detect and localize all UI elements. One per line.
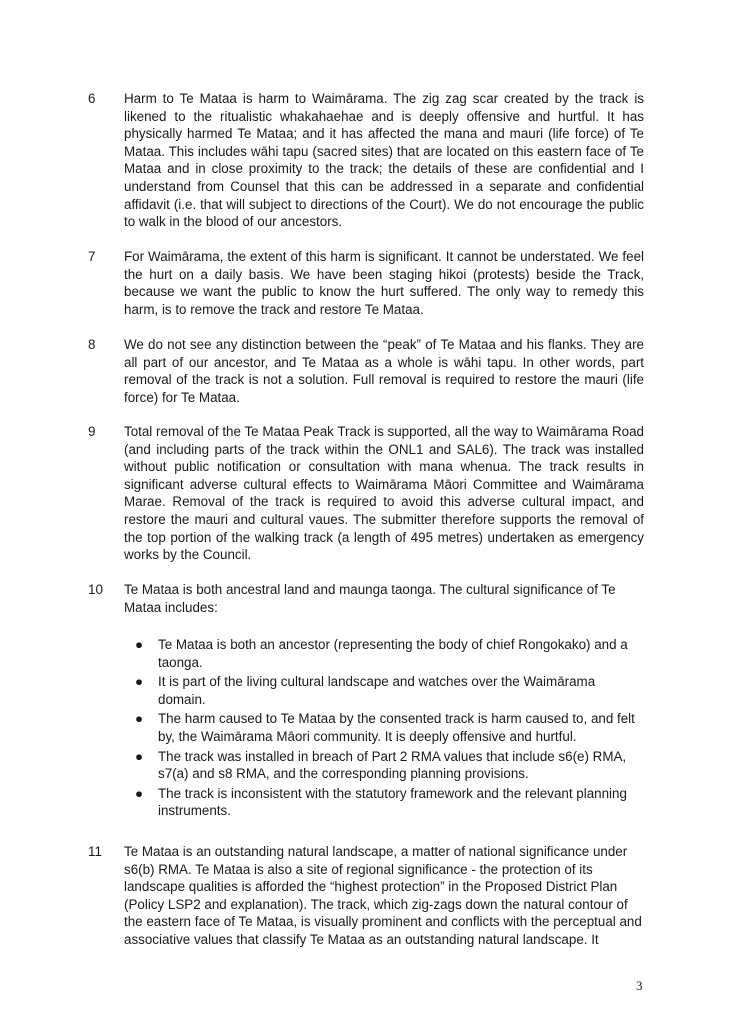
bullet-icon: ● [135, 748, 144, 764]
paragraph-text: Te Mataa is both ancestral land and maunga taonga. The cultural significance of Te Mataa includes: [124, 582, 616, 615]
list-item [124, 673, 644, 708]
paragraph-11 [88, 843, 644, 949]
bullet-icon: ● [135, 637, 144, 652]
paragraph-text: We do not see any distinction between the “peak” of Te Mataa and his flanks. They are all part of our ancestor, and Te Mataa as a whole is wāhi tapu. In other words, part removal of the track is not a solution. Full removal is required to restore the mauri (life force) for Te Mataa. [124, 337, 644, 405]
paragraph-7 [88, 248, 644, 318]
bullet-icon: ● [135, 785, 144, 801]
bullet-icon: ● [135, 711, 144, 727]
paragraph-8 [88, 336, 644, 406]
list-item-text: The harm caused to Te Mataa by the consented track is harm caused to, and felt by, the Waimārama Māori community. It is deeply offensive and hurtful. [158, 711, 635, 744]
list-item [124, 710, 644, 745]
paragraph-number: 10 [88, 582, 103, 597]
paragraph-number: 11 [88, 844, 102, 859]
bullet-icon: ● [135, 674, 144, 690]
paragraph-number: 6 [88, 91, 96, 106]
paragraph-text: Total removal of the Te Mataa Peak Track is supported, all the way to Waimārama Road (and including parts of the track within the ONL1 and SAL6). The track was installed without public notification or consultation with mana whenua. The track results in significant adverse cultural effects to Waimārama Māori Committee and Waimārama Marae. Removal of the track is required to avoid this adverse cultural impact, and restore the mauri and cultural vaues. The submitter therefore supports the removal of the top portion of the walking track (a length of 495 metres) undertaken as emergency works by the Council. [124, 424, 644, 563]
paragraph-number: 8 [88, 337, 96, 352]
paragraph-6 [88, 90, 644, 231]
list-item [124, 636, 644, 671]
paragraph-text: For Waimārama, the extent of this harm is significant. It cannot be understated. We feel the hurt on a daily basis. We have been staging hikoi (protests) beside the Track, because we want the public to know the hurt suffered. The only way to remedy this harm, is to remove the track and restore Te Mataa. [124, 249, 644, 317]
paragraph-10 [88, 581, 644, 616]
list-item-text: Te Mataa is both an ancestor (representing the body of chief Rongokako) and a taonga. [158, 637, 628, 670]
list-item-text: The track was installed in breach of Part 2 RMA values that include s6(e) RMA, s7(a) and s8 RMA, and the corresponding planning provisions. [158, 748, 627, 782]
list-item-text: The track is inconsistent with the statutory framework and the relevant planning instruments. [158, 785, 627, 819]
paragraph-number: 9 [88, 424, 96, 439]
list-item [124, 785, 644, 820]
list-item-text: It is part of the living cultural landscape and watches over the Waimārama domain. [158, 674, 596, 707]
paragraph-9 [88, 423, 644, 564]
page-number: 3 [636, 978, 643, 993]
paragraph-text: Harm to Te Mataa is harm to Waimārama. The zig zag scar created by the track is likened to the ritualistic whakahaehae and is deeply offensive and hurtful. It has physically harmed Te Mataa; and it has affected the mana and mauri (life force) of Te Mataa. This includes wāhi tapu (sacred sites) that are located on this eastern face of Te Mataa and in close proximity to the track; the details of these are confidential and I understand from Counsel that this can be addressed in a separate and confidential affidavit (i.e. that will subject to directions of the Court). We do not encourage the public to walk in the blood of our ancestors. [124, 91, 644, 230]
list-item [124, 748, 644, 783]
paragraph-text: Te Mataa is an outstanding natural landscape, a matter of national significance under s6(b) RMA. Te Mataa is also a site of regional significance - the protection of its landscape qualities is afforded the “highest protection” in the Proposed District Plan (Policy LSP2 and explanation). The track, which zig-zags down the natural contour of the eastern face of Te Mataa, is visually prominent and conflicts with the perceptual and associative values that classify Te Mataa as an outstanding natural landscape. It [124, 844, 642, 947]
paragraph-number: 7 [88, 249, 96, 264]
cultural-significance-list [124, 636, 644, 822]
